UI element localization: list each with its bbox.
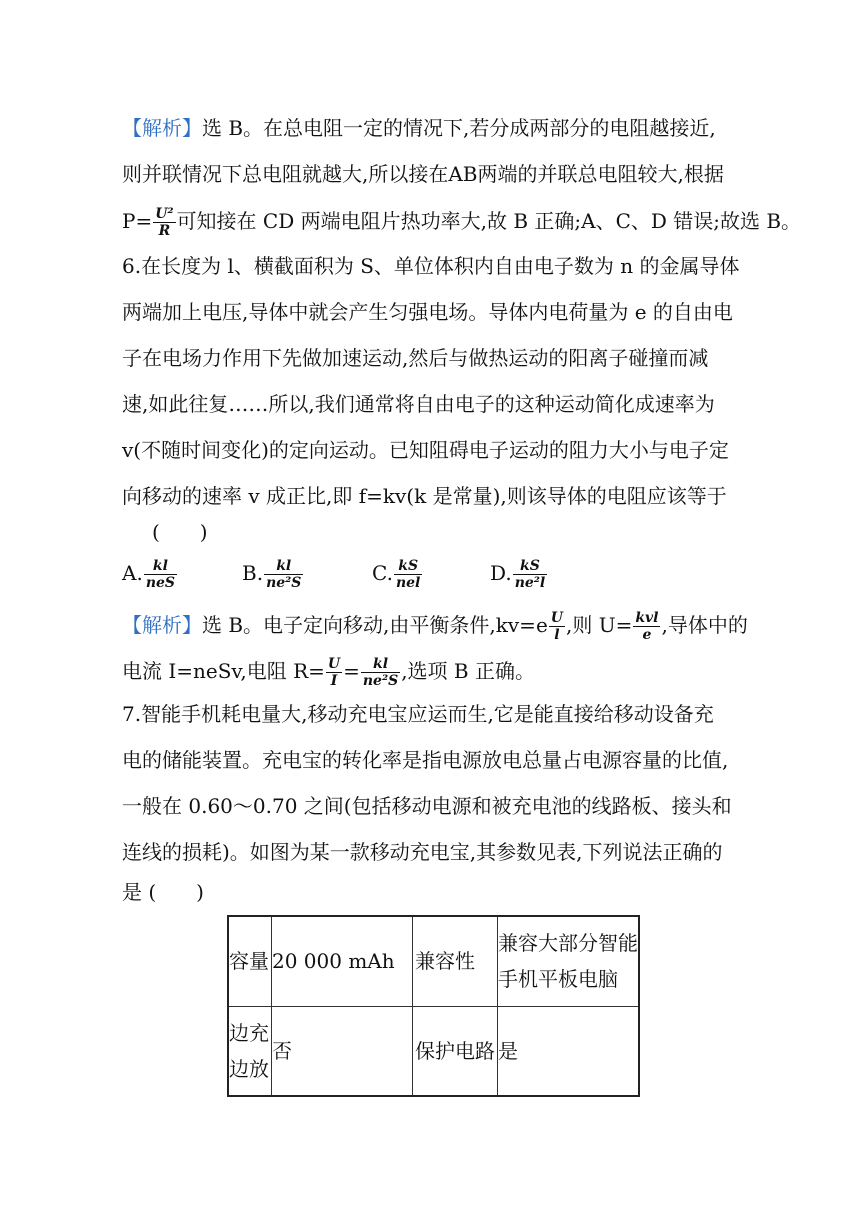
q6-line-2: 两端加上电压,导体中就会产生匀强电场。导体内电荷量为 e 的自由电: [122, 300, 733, 324]
analysis-tag: 【解析】: [122, 116, 202, 140]
q7-line-5: 是 ( ): [122, 880, 204, 904]
power-formula-fraction: $\frac{\text{U²}}{R}$: [155, 206, 174, 239]
q6-analysis-line-1: 【解析】选 B。电子定向移动,由平衡条件,kv=e $\frac{U}{l}$ ,则 U= $\frac{\text{kvl}}{e}$ ,导体中的: [122, 610, 748, 643]
q7-line-4: 连线的损耗)。如图为某一款移动充电宝,其参数见表,下列说法正确的: [122, 840, 723, 864]
q6-option-d: D. $\frac{kS}{\text{ne²l}}$: [490, 558, 546, 591]
q7-line-1: 7.智能手机耗电量大,移动充电宝应运而生,它是能直接给移动设备充: [122, 702, 714, 726]
table-row: [228, 1006, 639, 1096]
q6-line-5: v(不随时间变化)的定向运动。已知阻碍电子运动的阻力大小与电子定: [122, 438, 729, 462]
table-cell: 兼容性: [413, 916, 498, 1006]
table-cell: 容量: [228, 916, 272, 1006]
power-bank-parameter-table: [227, 915, 640, 1097]
analysis-tag: 【解析】: [122, 613, 202, 637]
table-row: [228, 916, 639, 1006]
table-cell: 保护电路: [413, 1006, 498, 1096]
q6-line-3: 子在电场力作用下先做加速运动,然后与做热运动的阳离子碰撞而减: [122, 346, 709, 370]
table-cell: 是: [498, 1006, 640, 1096]
q6-option-c: C. $\frac{kS}{\text{nel}}$: [372, 558, 421, 591]
q5-analysis-line-1: 【解析】选 B。在总电阻一定的情况下,若分成两部分的电阻越接近,: [122, 116, 716, 140]
q6-line-4: 速,如此往复……所以,我们通常将自由电子的这种运动简化成速率为: [122, 392, 715, 416]
q5-analysis-line-3: P= $\frac{\text{U²}}{R}$ 可知接在 CD 两端电阻片热功率大,故 B 正确;A、C、D 错误;故选 B。: [122, 206, 802, 239]
q6-line-6: 向移动的速率 v 成正比,即 f=kv(k 是常量),则该导体的电阻应该等于: [122, 484, 727, 508]
q6-option-a: A. $\frac{kl}{\text{neS}}$: [122, 558, 176, 591]
q7-line-2: 电的储能装置。充电宝的转化率是指电源放电总量占电源容量的比值,: [122, 748, 729, 772]
q6-analysis-line-2: 电流 I=neSv,电阻 R= $\frac{U}{I}$ = $\frac{kl}{\text{ne²S}}$ ,选项 B 正确。: [122, 656, 535, 689]
table-cell: 20 000 mAh: [272, 916, 413, 1006]
table-cell: 兼容大部分智能 手机平板电脑: [498, 916, 640, 1006]
q7-line-3: 一般在 0.60～0.70 之间(包括移动电源和被充电池的线路板、接头和: [122, 794, 732, 818]
table-cell: 边充 边放: [228, 1006, 272, 1096]
table-cell: 否: [272, 1006, 413, 1096]
q6-option-b: B. $\frac{kl}{\text{ne²S}}$: [242, 558, 302, 591]
q6-answer-blank: ( ): [152, 520, 208, 544]
q6-line-1: 6.在长度为 l、横截面积为 S、单位体积内自由电子数为 n 的金属导体: [122, 254, 740, 278]
q5-analysis-line-2: 则并联情况下总电阻就越大,所以接在AB两端的并联总电阻较大,根据: [122, 162, 724, 186]
